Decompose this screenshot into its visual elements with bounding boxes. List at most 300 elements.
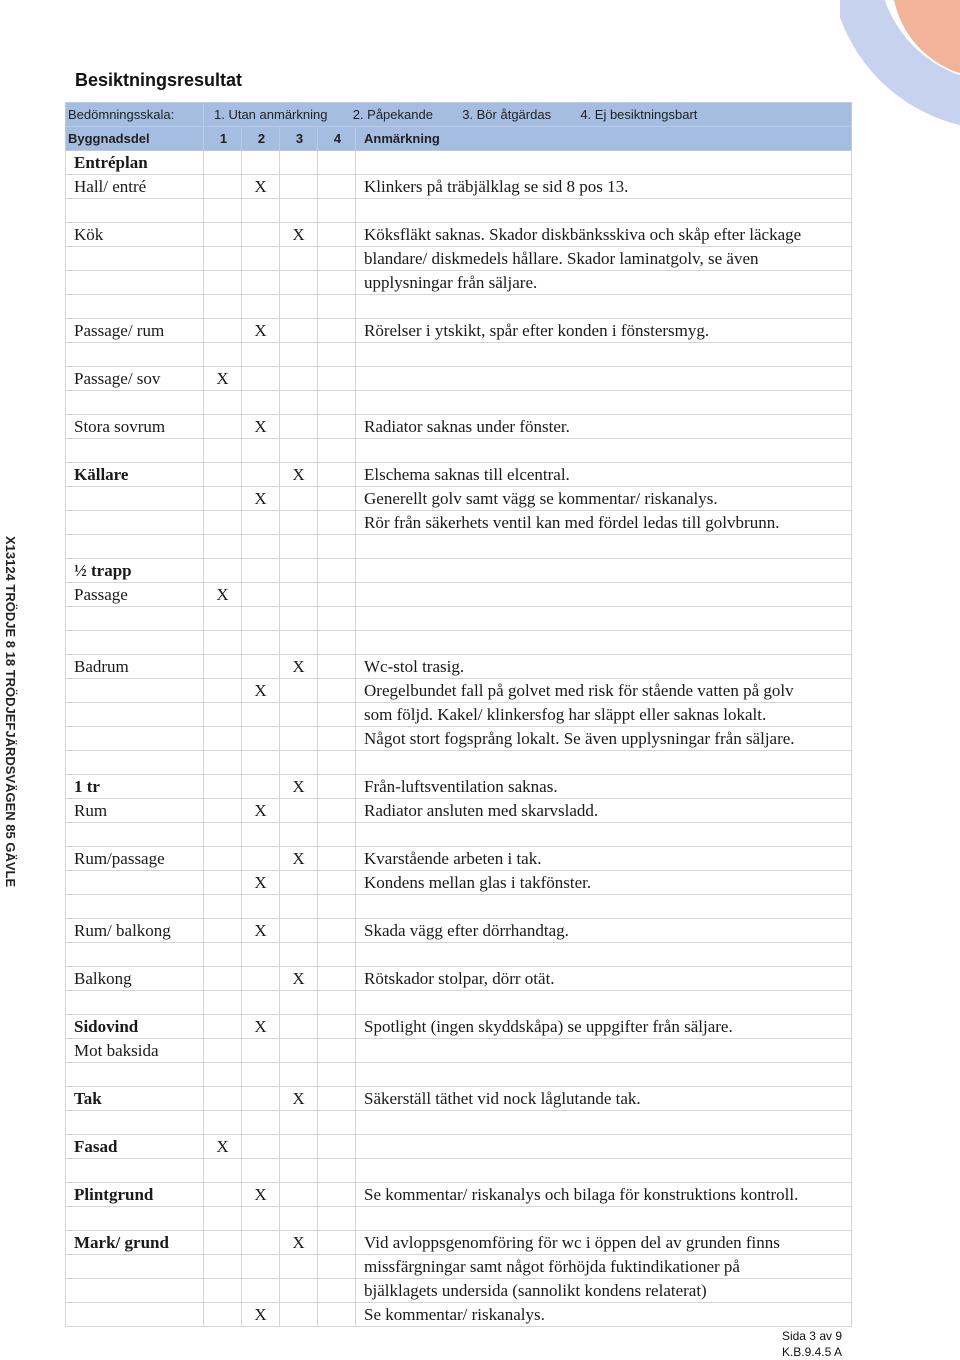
row-remark — [356, 1111, 852, 1135]
row-rating-3 — [280, 823, 318, 847]
row-rating-4 — [318, 703, 356, 727]
row-rating-2 — [242, 271, 280, 295]
row-remark — [356, 943, 852, 967]
row-part — [66, 703, 204, 727]
row-part — [66, 607, 204, 631]
row-part: Balkong — [66, 967, 204, 991]
row-rating-3 — [280, 727, 318, 751]
row-rating-1 — [204, 991, 242, 1015]
column-header-remark: Anmärkning — [356, 127, 852, 151]
row-rating-3 — [280, 871, 318, 895]
scale-level-4: 4. Ej besiktningsbart — [580, 107, 698, 122]
row-part — [66, 1303, 204, 1327]
table-row — [66, 583, 852, 607]
row-rating-1 — [204, 1279, 242, 1303]
page-footer — [782, 1328, 842, 1360]
row-part — [66, 295, 204, 319]
row-part — [66, 751, 204, 775]
row-remark — [356, 1063, 852, 1087]
row-rating-1 — [204, 1303, 242, 1327]
row-rating-1 — [204, 175, 242, 199]
row-part: Entréplan — [66, 151, 204, 175]
row-rating-1 — [204, 871, 242, 895]
table-row — [66, 871, 852, 895]
column-header-row — [66, 127, 852, 151]
row-rating-1 — [204, 1087, 242, 1111]
row-rating-4 — [318, 319, 356, 343]
row-rating-4 — [318, 823, 356, 847]
row-rating-1 — [204, 1255, 242, 1279]
row-rating-1 — [204, 559, 242, 583]
row-part: Mark/ grund — [66, 1231, 204, 1255]
row-rating-3 — [280, 175, 318, 199]
row-rating-4 — [318, 847, 356, 871]
row-rating-2: X — [242, 679, 280, 703]
row-rating-4 — [318, 199, 356, 223]
table-row — [66, 751, 852, 775]
table-row — [66, 1015, 852, 1039]
row-part: Passage/ rum — [66, 319, 204, 343]
row-rating-2 — [242, 391, 280, 415]
row-rating-4 — [318, 895, 356, 919]
row-remark: Klinkers på träbjälklag se sid 8 pos 13. — [356, 175, 852, 199]
row-rating-1 — [204, 247, 242, 271]
table-row — [66, 1231, 852, 1255]
row-rating-4 — [318, 439, 356, 463]
row-remark: Spotlight (ingen skyddskåpa) se uppgifter från säljare. — [356, 1015, 852, 1039]
row-rating-2 — [242, 895, 280, 919]
table-row — [66, 1135, 852, 1159]
row-part — [66, 1207, 204, 1231]
table-row — [66, 775, 852, 799]
table-row — [66, 679, 852, 703]
row-rating-1 — [204, 799, 242, 823]
column-header-part: Byggnadsdel — [66, 127, 204, 151]
table-row — [66, 415, 852, 439]
row-rating-2 — [242, 559, 280, 583]
row-remark — [356, 343, 852, 367]
row-rating-1 — [204, 895, 242, 919]
row-part — [66, 391, 204, 415]
row-remark — [356, 751, 852, 775]
row-rating-3 — [280, 343, 318, 367]
row-remark — [356, 823, 852, 847]
row-rating-3 — [280, 1183, 318, 1207]
row-rating-1 — [204, 727, 242, 751]
row-rating-1 — [204, 1231, 242, 1255]
row-rating-4 — [318, 559, 356, 583]
row-remark: Elschema saknas till elcentral. — [356, 463, 852, 487]
row-remark — [356, 583, 852, 607]
scale-label: Bedömningsskala: — [66, 103, 204, 127]
row-rating-4 — [318, 1015, 356, 1039]
row-remark — [356, 991, 852, 1015]
table-row — [66, 535, 852, 559]
row-rating-3 — [280, 319, 318, 343]
row-rating-3 — [280, 943, 318, 967]
row-part — [66, 271, 204, 295]
row-part: Sidovind — [66, 1015, 204, 1039]
row-rating-2: X — [242, 871, 280, 895]
row-rating-2 — [242, 223, 280, 247]
table-row — [66, 487, 852, 511]
row-rating-2 — [242, 775, 280, 799]
row-remark — [356, 535, 852, 559]
row-rating-1 — [204, 847, 242, 871]
row-rating-1: X — [204, 367, 242, 391]
row-rating-4 — [318, 967, 356, 991]
row-rating-2 — [242, 439, 280, 463]
row-rating-2 — [242, 1207, 280, 1231]
row-rating-2 — [242, 1063, 280, 1087]
row-part: Plintgrund — [66, 1183, 204, 1207]
row-rating-2 — [242, 1159, 280, 1183]
row-rating-1 — [204, 607, 242, 631]
row-part: Fasad — [66, 1135, 204, 1159]
row-part: Rum — [66, 799, 204, 823]
row-rating-4 — [318, 1207, 356, 1231]
row-rating-1 — [204, 199, 242, 223]
row-part: Kök — [66, 223, 204, 247]
row-rating-3 — [280, 559, 318, 583]
row-rating-2 — [242, 463, 280, 487]
row-rating-3: X — [280, 223, 318, 247]
row-part — [66, 487, 204, 511]
row-rating-3 — [280, 367, 318, 391]
row-rating-2 — [242, 1135, 280, 1159]
table-row — [66, 1183, 852, 1207]
row-rating-4 — [318, 295, 356, 319]
row-rating-4 — [318, 1111, 356, 1135]
row-rating-2 — [242, 943, 280, 967]
row-rating-1 — [204, 943, 242, 967]
row-rating-3: X — [280, 847, 318, 871]
row-rating-1 — [204, 679, 242, 703]
column-header-3: 3 — [280, 127, 318, 151]
row-part — [66, 1111, 204, 1135]
row-rating-4 — [318, 991, 356, 1015]
row-rating-2 — [242, 1111, 280, 1135]
row-remark: Vid avloppsgenomföring för wc i öppen del av grunden finns — [356, 1231, 852, 1255]
row-rating-1: X — [204, 1135, 242, 1159]
table-row — [66, 727, 852, 751]
row-remark: missfärgningar samt något förhöjda fuktindikationer på — [356, 1255, 852, 1279]
row-remark — [356, 559, 852, 583]
row-rating-1 — [204, 151, 242, 175]
table-row — [66, 175, 852, 199]
row-rating-4 — [318, 535, 356, 559]
row-remark: Radiator ansluten med skarvsladd. — [356, 799, 852, 823]
row-part — [66, 343, 204, 367]
row-rating-3: X — [280, 1087, 318, 1111]
row-part: Passage/ sov — [66, 367, 204, 391]
row-rating-4 — [318, 1063, 356, 1087]
row-rating-1 — [204, 655, 242, 679]
row-rating-1 — [204, 775, 242, 799]
document-code: K.B.9.4.5 A — [781, 1345, 842, 1359]
row-rating-3 — [280, 1039, 318, 1063]
table-row — [66, 247, 852, 271]
table-row — [66, 991, 852, 1015]
table-row — [66, 1207, 852, 1231]
row-rating-4 — [318, 751, 356, 775]
row-rating-2 — [242, 199, 280, 223]
table-row — [66, 655, 852, 679]
row-rating-2: X — [242, 319, 280, 343]
row-remark — [356, 1135, 852, 1159]
row-rating-1 — [204, 535, 242, 559]
row-part: Källare — [66, 463, 204, 487]
row-rating-3 — [280, 151, 318, 175]
table-row — [66, 799, 852, 823]
table-row — [66, 391, 852, 415]
row-rating-4 — [318, 1159, 356, 1183]
table-row — [66, 823, 852, 847]
row-rating-3 — [280, 391, 318, 415]
row-rating-4 — [318, 1255, 356, 1279]
row-rating-1 — [204, 967, 242, 991]
row-rating-3 — [280, 1063, 318, 1087]
row-rating-4 — [318, 343, 356, 367]
row-rating-4 — [318, 583, 356, 607]
row-rating-1 — [204, 1015, 242, 1039]
row-rating-3 — [280, 991, 318, 1015]
row-rating-4 — [318, 1087, 356, 1111]
row-rating-4 — [318, 799, 356, 823]
row-rating-1 — [204, 1207, 242, 1231]
row-rating-3 — [280, 415, 318, 439]
scale-header-row — [66, 103, 852, 127]
row-remark: som följd. Kakel/ klinkersfog har släppt eller saknas lokalt. — [356, 703, 852, 727]
row-rating-2 — [242, 631, 280, 655]
row-part: Stora sovrum — [66, 415, 204, 439]
row-rating-1 — [204, 1183, 242, 1207]
row-rating-3 — [280, 631, 318, 655]
column-header-1: 1 — [204, 127, 242, 151]
row-remark: Rör från säkerhets ventil kan med fördel ledas till golvbrunn. — [356, 511, 852, 535]
table-row — [66, 559, 852, 583]
row-remark: Säkerställ täthet vid nock låglutande tak. — [356, 1087, 852, 1111]
row-remark — [356, 367, 852, 391]
row-part: Badrum — [66, 655, 204, 679]
row-rating-3 — [280, 199, 318, 223]
row-remark: Se kommentar/ riskanalys. — [356, 1303, 852, 1327]
row-rating-3 — [280, 1279, 318, 1303]
row-rating-2 — [242, 655, 280, 679]
row-remark: Generellt golv samt vägg se kommentar/ riskanalys. — [356, 487, 852, 511]
row-rating-2: X — [242, 1303, 280, 1327]
row-rating-2 — [242, 607, 280, 631]
table-row — [66, 607, 852, 631]
scale-level-2: 2. Påpekande — [352, 107, 433, 122]
row-rating-2: X — [242, 919, 280, 943]
row-rating-4 — [318, 223, 356, 247]
row-rating-3 — [280, 1255, 318, 1279]
table-row — [66, 919, 852, 943]
row-rating-4 — [318, 367, 356, 391]
row-rating-2 — [242, 535, 280, 559]
row-rating-4 — [318, 463, 356, 487]
row-part — [66, 943, 204, 967]
row-part — [66, 871, 204, 895]
row-rating-2 — [242, 967, 280, 991]
table-row — [66, 703, 852, 727]
row-rating-3 — [280, 1015, 318, 1039]
row-rating-3 — [280, 439, 318, 463]
row-rating-3 — [280, 511, 318, 535]
table-row — [66, 223, 852, 247]
row-remark: Rörelser i ytskikt, spår efter konden i fönstersmyg. — [356, 319, 852, 343]
row-rating-4 — [318, 655, 356, 679]
row-remark: Från-luftsventilation saknas. — [356, 775, 852, 799]
row-rating-3 — [280, 1111, 318, 1135]
table-row — [66, 967, 852, 991]
row-part: Tak — [66, 1087, 204, 1111]
row-part — [66, 1255, 204, 1279]
row-part: Hall/ entré — [66, 175, 204, 199]
row-remark: Oregelbundet fall på golvet med risk för stående vatten på golv — [356, 679, 852, 703]
row-rating-3 — [280, 703, 318, 727]
row-remark — [356, 1207, 852, 1231]
row-rating-4 — [318, 271, 356, 295]
row-remark — [356, 895, 852, 919]
row-rating-4 — [318, 631, 356, 655]
row-part — [66, 895, 204, 919]
row-rating-1 — [204, 319, 242, 343]
table-row — [66, 1087, 852, 1111]
row-rating-1 — [204, 295, 242, 319]
row-rating-1 — [204, 415, 242, 439]
row-remark: Se kommentar/ riskanalys och bilaga för konstruktions kontroll. — [356, 1183, 852, 1207]
row-rating-3 — [280, 1135, 318, 1159]
row-rating-2: X — [242, 415, 280, 439]
row-rating-3 — [280, 535, 318, 559]
row-rating-3 — [280, 487, 318, 511]
table-row — [66, 1255, 852, 1279]
row-rating-2: X — [242, 1183, 280, 1207]
table-row — [66, 943, 852, 967]
table-row — [66, 319, 852, 343]
row-rating-1 — [204, 223, 242, 247]
row-rating-4 — [318, 487, 356, 511]
row-rating-4 — [318, 775, 356, 799]
row-part — [66, 199, 204, 223]
row-rating-2 — [242, 823, 280, 847]
row-rating-2 — [242, 343, 280, 367]
table-row — [66, 1303, 852, 1327]
row-rating-4 — [318, 1135, 356, 1159]
row-rating-1 — [204, 391, 242, 415]
table-row — [66, 1159, 852, 1183]
row-rating-2: X — [242, 487, 280, 511]
row-part — [66, 439, 204, 463]
row-part — [66, 631, 204, 655]
row-rating-1 — [204, 1159, 242, 1183]
row-rating-2 — [242, 991, 280, 1015]
scale-level-3: 3. Bör åtgärdas — [462, 107, 552, 122]
row-remark — [356, 1159, 852, 1183]
row-rating-2 — [242, 703, 280, 727]
row-part: Mot baksida — [66, 1039, 204, 1063]
row-rating-3 — [280, 295, 318, 319]
row-remark — [356, 631, 852, 655]
row-part: 1 tr — [66, 775, 204, 799]
scale-level-1: 1. Utan anmärkning — [214, 107, 328, 122]
row-rating-2 — [242, 1087, 280, 1111]
column-header-2: 2 — [242, 127, 280, 151]
row-rating-2 — [242, 583, 280, 607]
row-rating-3 — [280, 247, 318, 271]
row-rating-4 — [318, 1279, 356, 1303]
scale-levels — [204, 103, 852, 127]
row-rating-2 — [242, 847, 280, 871]
row-rating-2 — [242, 1231, 280, 1255]
row-rating-4 — [318, 1231, 356, 1255]
row-remark: Rötskador stolpar, dörr otät. — [356, 967, 852, 991]
row-rating-1 — [204, 919, 242, 943]
row-rating-3: X — [280, 775, 318, 799]
row-rating-3 — [280, 583, 318, 607]
table-row — [66, 1063, 852, 1087]
row-remark: Kvarstående arbeten i tak. — [356, 847, 852, 871]
table-row — [66, 895, 852, 919]
table-row — [66, 1111, 852, 1135]
row-rating-4 — [318, 391, 356, 415]
row-rating-3: X — [280, 655, 318, 679]
row-rating-1 — [204, 511, 242, 535]
row-rating-3 — [280, 1159, 318, 1183]
row-rating-3 — [280, 1207, 318, 1231]
row-remark: blandare/ diskmedels hållare. Skador laminatgolv, se även — [356, 247, 852, 271]
row-rating-1 — [204, 751, 242, 775]
row-rating-1 — [204, 1111, 242, 1135]
row-rating-3 — [280, 895, 318, 919]
table-row — [66, 631, 852, 655]
corner-decoration — [840, 0, 960, 140]
row-rating-2: X — [242, 175, 280, 199]
row-rating-3 — [280, 919, 318, 943]
row-remark — [356, 607, 852, 631]
row-remark: Wc-stol trasig. — [356, 655, 852, 679]
inspection-table — [65, 102, 852, 1327]
row-remark: Skada vägg efter dörrhandtag. — [356, 919, 852, 943]
row-rating-4 — [318, 679, 356, 703]
side-address-text: X13124 TRÖDJE 8 18 TRÖDJEFJÄRDSVÄGEN 85 GÄVLE — [3, 536, 18, 888]
row-rating-4 — [318, 871, 356, 895]
table-row — [66, 295, 852, 319]
row-rating-2 — [242, 367, 280, 391]
row-rating-2 — [242, 1039, 280, 1063]
row-rating-3 — [280, 751, 318, 775]
row-remark — [356, 151, 852, 175]
row-part — [66, 679, 204, 703]
row-rating-3: X — [280, 967, 318, 991]
row-rating-4 — [318, 151, 356, 175]
page-title: Besiktningsresultat — [75, 70, 243, 90]
row-part: Passage — [66, 583, 204, 607]
table-row — [66, 511, 852, 535]
row-rating-2: X — [242, 799, 280, 823]
row-part — [66, 1279, 204, 1303]
row-remark: Radiator saknas under fönster. — [356, 415, 852, 439]
row-part — [66, 535, 204, 559]
row-remark: Kondens mellan glas i takfönster. — [356, 871, 852, 895]
row-rating-4 — [318, 727, 356, 751]
row-rating-1 — [204, 1063, 242, 1087]
row-rating-3 — [280, 679, 318, 703]
row-rating-2 — [242, 151, 280, 175]
row-rating-4 — [318, 1303, 356, 1327]
